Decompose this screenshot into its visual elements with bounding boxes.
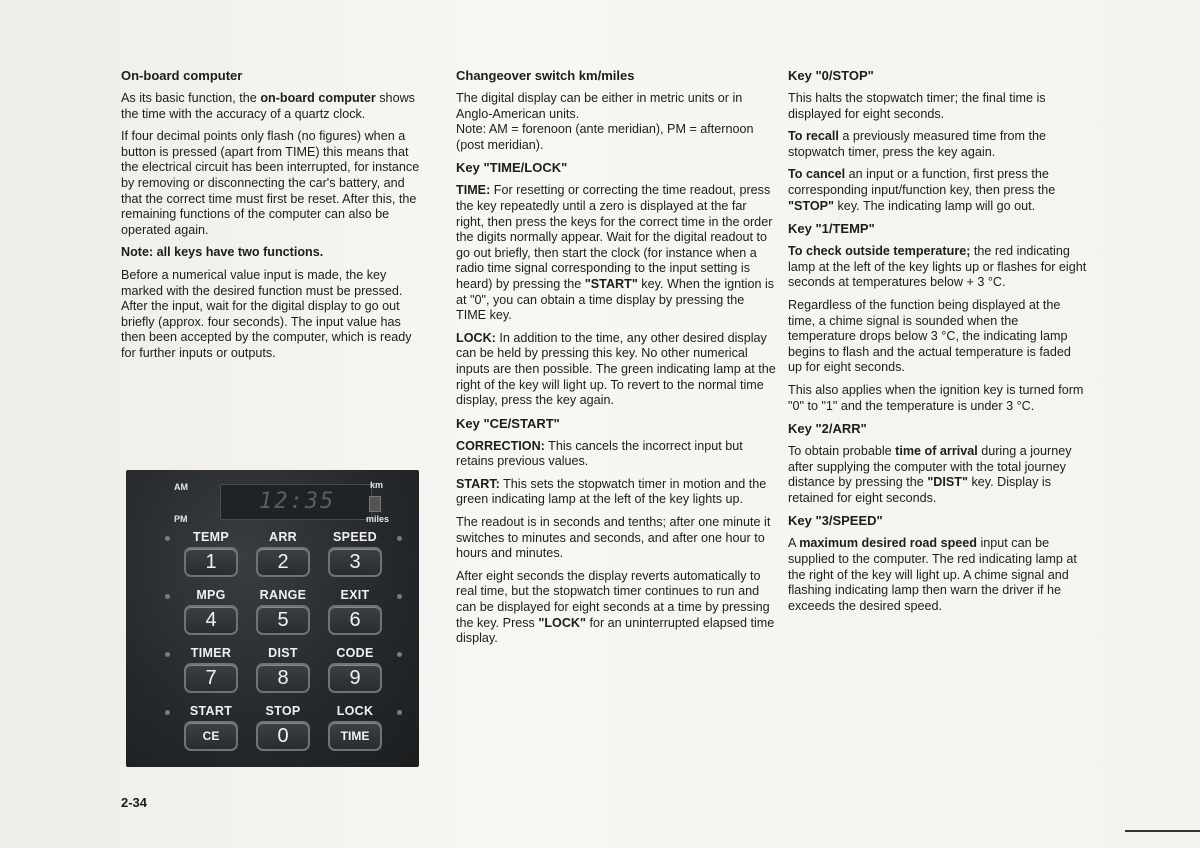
page-number: 2-34 xyxy=(121,795,148,810)
key-6-button: 6 xyxy=(328,605,382,635)
heading-onboard-computer: On-board computer xyxy=(121,68,243,83)
heading-key-time-lock: Key "TIME/LOCK" xyxy=(456,160,568,176)
paragraph-recall: To recall a previously measured time from the stopwatch timer, press the key again. xyxy=(788,129,1047,159)
indicator-lamp-exit xyxy=(397,594,402,599)
paragraph-am-pm-note: Note: AM = forenoon (ante meridian), PM = afternoon (post meridian). xyxy=(456,122,754,152)
key-stop: STOP 0 xyxy=(238,704,328,751)
page-edge-divider xyxy=(1125,830,1200,832)
heading-key-ce-start: Key "CE/START" xyxy=(456,415,560,431)
column-onboard-computer xyxy=(121,68,421,369)
paragraph-stop: This halts the stopwatch timer; the final time is displayed for eight seconds. xyxy=(788,91,1046,121)
digital-display xyxy=(220,484,372,520)
heading-key-0-stop: Key "0/STOP" xyxy=(788,68,874,83)
miles-label: miles xyxy=(366,514,390,524)
paragraph-lock: LOCK: In addition to the time, any other desired display can be held by pressing this key. No other numerical inputs are then possible. The green indicating lamp at the right of the key will light up. To revert to the normal time display, press the key again. xyxy=(456,330,776,408)
key-temp: TEMP 1 xyxy=(166,530,256,577)
heading-key-2-arr: Key "2/ARR" xyxy=(788,421,867,437)
key-3-button: 3 xyxy=(328,547,382,577)
key-4-button: 4 xyxy=(184,605,238,635)
heading-key-3-speed: Key "3/SPEED" xyxy=(788,513,883,529)
key-timer: TIMER 7 xyxy=(166,646,256,693)
key-ce-button: CE xyxy=(184,721,238,751)
am-label: AM xyxy=(174,482,188,492)
paragraph-numerical-input: Before a numerical value input is made, the key marked with the desired function must be pressed. After the input, wait for the digital display to go out briefly (approx. four seconds). The input value has then been accepted by the computer, which is ready for further inputs or outputs. xyxy=(121,267,412,360)
key-code: CODE 9 xyxy=(310,646,400,693)
column-keys-continued xyxy=(788,68,1088,621)
km-miles-switch xyxy=(369,496,381,512)
paragraph-outside-temperature: To check outside temperature; the red indicating lamp at the left of the key lights up or flashes for eight seconds at temperatures below + 3 °C. xyxy=(788,244,1087,290)
key-mpg: MPG 4 xyxy=(166,588,256,635)
indicator-lamp-code xyxy=(397,652,402,657)
key-lock: LOCK TIME xyxy=(310,704,400,751)
paragraph-arrival: To obtain probable time of arrival during a journey after supplying the computer with the total journey distance by pressing the "DIST" key. Display is retained for eight seconds. xyxy=(788,444,1072,505)
paragraph-start: START: This sets the stopwatch timer in motion and the green indicating lamp at the left of the key lights up. xyxy=(456,476,767,507)
paragraph-ignition: This also applies when the ignition key is turned form "0" to "1" and the temperature is under 3 °C. xyxy=(788,382,1084,413)
indicator-lamp-speed xyxy=(397,536,402,541)
heading-changeover-switch: Changeover switch km/miles xyxy=(456,68,635,83)
key-7-button: 7 xyxy=(184,663,238,693)
paragraph-max-speed: A maximum desired road speed input can be supplied to the computer. The red indicating lamp at the right of the key will light up. A chime signal and flashing indicating lamp then warn the driver if he exceeds the desired speed. xyxy=(788,536,1077,613)
display-readout: 12:35 xyxy=(259,489,336,514)
key-time-button: TIME xyxy=(328,721,382,751)
key-dist: DIST 8 xyxy=(238,646,328,693)
km-label: km xyxy=(370,480,384,490)
note-two-functions: Note: all keys have two functions. xyxy=(121,245,324,260)
column-switch-and-keys xyxy=(456,68,776,654)
key-speed: SPEED 3 xyxy=(310,530,400,577)
pm-label: PM xyxy=(174,514,188,524)
key-5-button: 5 xyxy=(256,605,310,635)
key-start: START CE xyxy=(166,704,256,751)
paragraph-readout: The readout is in seconds and tenths; after one minute it switches to minutes and seconds, and after one hour to hours and minutes. xyxy=(456,515,771,561)
key-exit: EXIT 6 xyxy=(310,588,400,635)
paragraph-correction: CORRECTION: This cancels the incorrect input but retains previous values. xyxy=(456,438,743,469)
paragraph-decimal-points: If four decimal points only flash (no figures) when a button is pressed (apart from TIME) this means that the electrical circuit has been interrupted, for instance by removing or disconnecting the car's battery, and that the correct time must first be reset. After this, the remaining functions of the computer can also be operated again. xyxy=(121,129,420,237)
key-1-button: 1 xyxy=(184,547,238,577)
key-9-button: 9 xyxy=(328,663,382,693)
keypad-photo xyxy=(126,470,419,767)
paragraph-basic-function: As its basic function, the on-board computer shows the time with the accuracy of a quartz clock. xyxy=(121,91,415,121)
key-range: RANGE 5 xyxy=(238,588,328,635)
paragraph-time: TIME: For resetting or correcting the time readout, press the key repeatedly until a zero is displayed at the far right, then press the keys for the correct time in the order the digits normally appear. Wait for the digital readout to go out briefly, then start the clock (for instance when a radio time signal corresponding to the input setting is heard) by pressing the "START" key. When the igntion is at "0", you can obtain a time display by pressing the TIME key. xyxy=(456,183,775,323)
key-8-button: 8 xyxy=(256,663,310,693)
indicator-lamp-lock xyxy=(397,710,402,715)
heading-key-1-temp: Key "1/TEMP" xyxy=(788,221,875,237)
key-0-button: 0 xyxy=(256,721,310,751)
key-2-button: 2 xyxy=(256,547,310,577)
paragraph-cancel: To cancel an input or a function, first press the corresponding input/function key, then press the "STOP" key. The indicating lamp will go out. xyxy=(788,167,1056,213)
paragraph-digital-display: The digital display can be either in metric units or in Anglo-American units. xyxy=(456,91,743,121)
paragraph-after-eight-seconds: After eight seconds the display reverts automatically to real time, but the stopwatch timer continues to run and can be displayed for eight seconds at a time by pressing the key. Press "LOCK" for an uninterrupted elapsed time display. xyxy=(456,568,775,646)
key-arr: ARR 2 xyxy=(238,530,328,577)
paragraph-chime-signal: Regardless of the function being displayed at the time, a chime signal is sounded when the temperature drops below 3 °C, the indicating lamp begins to flash and the actual temperature is faded up for eight seconds. xyxy=(788,297,1071,375)
